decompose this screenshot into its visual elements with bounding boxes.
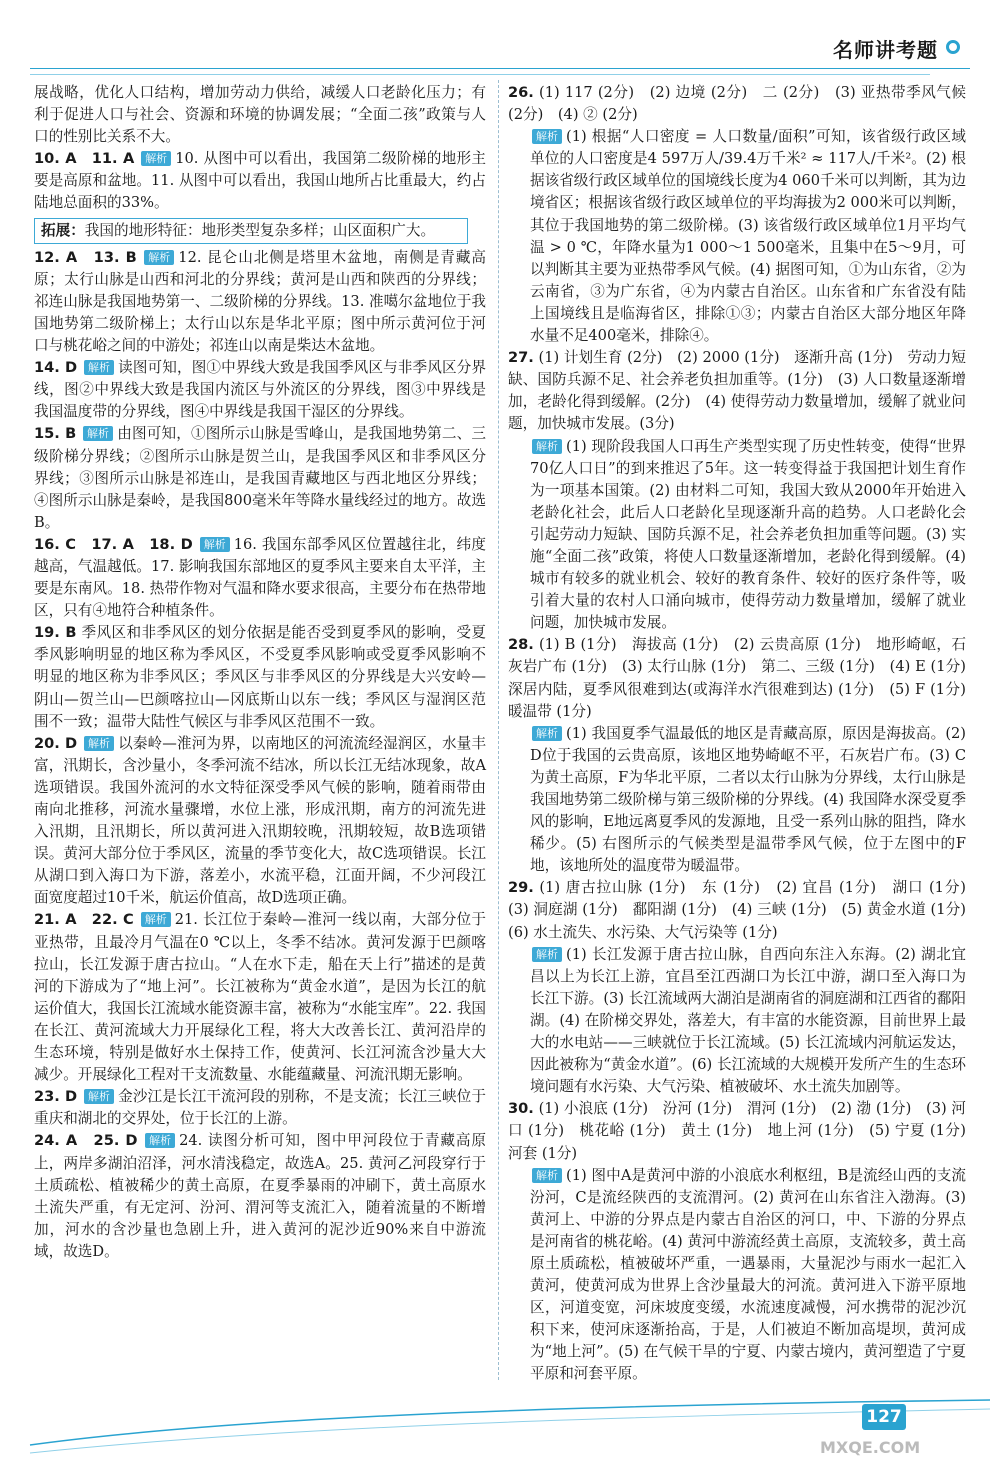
answer-paragraph: [508, 1098, 981, 1164]
answer-paragraph: [34, 148, 486, 214]
answer-paragraph: [508, 347, 966, 435]
answer-paragraph: [508, 634, 981, 722]
question-number: 15. B: [34, 425, 77, 443]
question-number: 28.: [508, 636, 534, 654]
answer-text: 读图可知，图①中界线大致是我国季风区与非季风区分界线，图②中界线大致是我国内流区与外流区的分界线，图③中界线是我国温度带的分界线，图④中界线是我国干湿区的分界线。: [34, 359, 486, 421]
question-number: 19. B: [34, 624, 77, 642]
analysis-tag: 解析: [141, 912, 171, 927]
analysis-tag: 解析: [532, 129, 562, 144]
answer-paragraph: [34, 1130, 486, 1263]
answer-text: (1) 计划生育 (2分) (2) 2000 (1分) 逐渐升高 (1分) 劳动力短缺、国防兵源不足、社会养老负担加重等。(1分) (3) 人口数量逐渐增加，老龄化得到缓解。(2分) (4) 使得劳动力数量增加，缓解了就业问题，加快城市发展。(3分): [508, 349, 967, 433]
analysis-tag: 解析: [141, 151, 171, 166]
answer-paragraph: [508, 1165, 966, 1386]
answer-text: 21. 长江位于秦岭—淮河一线以南，大部分位于亚热带，且最冷月气温在0 ℃以上，冬季不结冰。黄河发源于巴颜喀拉山，长江发源于唐古拉山。“人在水下走，船在天上行”描述的是黄河的下游成为了“地上河”。长江被称为“黄金水道”，是因为长江的航运价值大，我国长江流域水能资源丰富，被称为“水能宝库”。22. 我国在长江、黄河流域大力开展绿化工程，将大大改善长江、黄河沿岸的生态环境，特别是做好水土保持工作，使黄河、长江河流含沙量大大减少。开展绿化工程对干支流数量、水能蕴藏量、河流汛期无影响。: [34, 911, 487, 1084]
analysis-tag: 解析: [84, 360, 114, 375]
footer-wave-decoration: [0, 1395, 1000, 1470]
header-title: 名师讲考题: [833, 38, 938, 62]
answer-text: (1) 现阶段我国人口再生产类型实现了历史性转变，使得“世界70亿人口日”的到来推迟了5年。这一转变得益于我国把计划生育作为一项基本国策。(2) 由材料二可知，我国大致从2000年开始进入老龄化社会，此后人口老龄化呈现逐渐升高的趋势。人口老龄化会引起劳动力短缺、国防兵源不足，社会养老负担加重等问题。(3) 实施“全面二孩”政策，将使人口数量逐渐增加，老龄化得到缓解。(4) 城市有较多的就业机会、较好的教育条件、较好的医疗条件等，吸引着大量的农村人口涌向城市，使得劳动力数量增加，缓解了就业问题，加快城市发展。: [530, 437, 966, 632]
question-number: 16. C 17. A 18. D: [34, 535, 193, 553]
answer-text: 12. 昆仑山北侧是塔里木盆地，南侧是青藏高原；太行山脉是山西和河北的分界线；黄河是山西和陕西的分界线；祁连山脉是我国地势第一、二级阶梯的分界线。13. 准噶尔盆地位于我国地势第二级阶梯上；太行山以东是华北平原；图中所示黄河位于河口与桃花峪之间的中游处；祁连山以南是柴达木盆地。: [34, 248, 486, 355]
answer-text: 季风区和非季风区的划分依据是能否受到夏季风的影响，受夏季风影响明显的地区称为季风区，不受夏季风影响或受夏季风影响不明显的地区称为非季风区；季风区与非季风区的分界线是大兴安岭—阴山—贺兰山—巴颜喀拉山—冈底斯山以东一线；季风区与湿润区范围不一致；温带大陆性气候区与非季风区范围不一致。: [34, 624, 486, 730]
question-number: 29.: [508, 879, 534, 897]
question-number: 24. A 25. D: [34, 1132, 138, 1150]
question-number: 10. A 11. A: [34, 150, 135, 168]
answer-text: (1) 根据“人口密度 = 人口数量/面积”可知，该省级行政区域单位的人口密度是4 597万人/39.4万千米² ≈ 117人/千米²。(2) 根据该省级行政区域单位的国境线长度为4 060千米可以判断，其为边境省区；根据该省级行政区域单位的平均海拔为2 000米可以判断，其位于我国地势的第二级阶梯。(3) 该省级行政区域单位1月平均气温 > 0 ℃，年降水量为1 000～1 500毫米，且集中在5～9月，可以判断其主要为亚热带季风气候。(4) 据图可知，①为山东省，②为云南省，③为广东省，④为内蒙古自治区。山东省和广东省没有陆上国境线且是临海省区，排除①③；内蒙古自治区大部分地区年降水量不足400毫米，排除④。: [530, 128, 966, 345]
answer-text: 以秦岭—淮河为界，以南地区的河流流经湿润区，水量丰富，汛期长，含沙量小，冬季河流不结冰，所以长江无结冰现象，故A选项错误。我国外流河的水文特征深受季风气候的影响，随着雨带由南向北推移，河流水量骤增，水位上涨，形成汛期，南方的河流先进入汛期，且汛期长，所以黄河进入汛期较晚，汛期较短，故B选项错误。黄河大部分位于季风区，流量的季节变化大，故C选项错误。长江从湖口到入海口为下游，落差小，水流平稳，江面开阔，不少河段江面宽度超过10千米，航运价值高，故D选项正确。: [34, 734, 486, 907]
answer-text: 展战略，优化人口结构，增加劳动力供给，减缓人口老龄化压力；有利于促进人口与社会、资源和环境的协调发展；“全面二孩”政策与人口的性别比关系不大。: [34, 84, 486, 146]
answer-text: 24. 读图分析可知，图中甲河段位于青藏高原上，两岸多湖泊沼泽，河水清浅稳定，故选A。25. 黄河乙河段穿行于土质疏松、植被稀少的黄土高原，在夏季暴雨的冲刷下，黄土高原水土流失严重，有无定河、汾河、渭河等支流汇入，随着流量的不断增加，河水的含沙量也急剧上升，进入黄河的泥沙近90%来自中游流域，故选D。: [34, 1132, 487, 1260]
analysis-tag: 解析: [145, 1133, 175, 1148]
answer-text: 金沙江是长江干流河段的别称，不是支流；长江三峡位于重庆和湖北的交界处，位于长江的上游。: [34, 1088, 486, 1128]
answer-paragraph: [508, 877, 981, 943]
header-rule-thin: [30, 74, 930, 75]
answer-paragraph: [34, 622, 486, 732]
page-number: 127: [862, 1404, 906, 1430]
question-number: 21. A 22. C: [34, 911, 134, 929]
analysis-tag: 解析: [84, 1089, 114, 1104]
answer-paragraph: [34, 82, 486, 148]
analysis-tag: 解析: [532, 1168, 562, 1183]
analysis-tag: 解析: [532, 726, 562, 741]
analysis-tag: 解析: [200, 537, 230, 552]
answer-paragraph: [34, 357, 486, 423]
header-rule: [30, 68, 970, 69]
answer-paragraph: [34, 733, 486, 910]
column-divider: [498, 80, 499, 1380]
analysis-tag: 解析: [144, 250, 174, 265]
answer-paragraph: [34, 534, 486, 622]
answer-paragraph: [508, 126, 966, 347]
answer-text: (1) 图中A是黄河中游的小浪底水利枢纽，B是流经山西的支流汾河，C是流经陕西的支流渭河。(2) 黄河在山东省注入渤海。(3) 黄河上、中游的分界点是内蒙古自治区的河口，中、下游的分界点是河南省的桃花峪。(4) 黄河中游流经黄土高原，支流较多，黄土高原土质疏松，植被破坏严重，一遇暴雨，大量泥沙与雨水一起汇入黄河，使黄河成为世界上含沙量最大的河流。黄河进入下游平原地区，河道变宽，河床坡度变缓，水流速度减慢，河水携带的泥沙沉积下来，使河床逐渐抬高，于是，人们被迫不断加高堤坝，黄河成为“地上河”。(5) 在气候干旱的宁夏、内蒙古境内，黄河塑造了宁夏平原和河套平原。: [530, 1166, 966, 1383]
extension-callout: [34, 218, 468, 244]
answer-text: (1) B (1分) 海拔高 (1分) (2) 云贵高原 (1分) 地形崎岖，石灰岩广布 (1分) (3) 太行山脉 (1分) 第二、三级 (1分) (4) E (1分) 深居内陆，夏季风很难到达(或海洋水汽很难到达) (1分) (5) F (1分) 暖温带 (1分): [508, 636, 981, 720]
answer-paragraph: [508, 723, 966, 878]
analysis-tag: 解析: [83, 426, 113, 441]
analysis-tag: 解析: [84, 736, 114, 751]
question-number: 14. D: [34, 359, 78, 377]
answer-text: 由图可知，①图所示山脉是雪峰山，是我国地势第二、三级阶梯分界线；②图所示山脉是贺兰山，是我国季风区和非季风区分界线；③图所示山脉是祁连山，是我国青藏地区与西北地区分界线；④图所示山脉是秦岭，是我国800毫米年等降水量线经过的地方。故选B。: [34, 425, 487, 531]
answer-paragraph: [508, 944, 966, 1099]
question-number: 27.: [508, 349, 534, 367]
answer-paragraph: [34, 1086, 486, 1130]
header-circle-icon: [946, 40, 960, 54]
question-number: 12. A 13. B: [34, 248, 137, 266]
right-column: [508, 82, 981, 1386]
answer-text: 16. 我国东部季风区位置越往北，纬度越高，气温越低。17. 影响我国东部地区的夏季风主要来自太平洋，主要是东南风。18. 热带作物对气温和降水要求很高，主要分布在热带地区，只有④地符合种植条件。: [34, 535, 487, 620]
left-column: [34, 82, 486, 1263]
answer-text: (1) 我国夏季气温最低的地区是青藏高原，原因是海拔高。(2) D位于我国的云贵高原，该地区地势崎岖不平，石灰岩广布。(3) C为黄土高原，F为华北平原，二者以太行山脉为分界线，太行山脉是我国地势第二级阶梯与第三级阶梯的分界线。(4) 我国降水深受夏季风的影响，E地远离夏季风的发源地，且受一系列山脉的阻挡，降水稀少。(5) 右图所示的气候类型是温带季风气候，位于左图中的F地，该地所处的温度带为暖温带。: [530, 724, 966, 875]
answer-paragraph: [34, 247, 486, 357]
watermark: MXQE.COM: [820, 1438, 921, 1457]
answer-paragraph: [34, 423, 486, 533]
answer-text: (1) 唐古拉山脉 (1分) 东 (1分) (2) 宜昌 (1分) 湖口 (1分) (3) 洞庭湖 (1分) 鄱阳湖 (1分) (4) 三峡 (1分) (5) 黄金水道 (1分) (6) 水土流失、水污染、大气污染等 (1分): [508, 879, 981, 941]
question-number: 23. D: [34, 1088, 78, 1106]
analysis-tag: 解析: [532, 439, 562, 454]
answer-text: (1) 117 (2分) (2) 边境 (2分) 二 (2分) (3) 亚热带季风气候 (2分) (4) ② (2分): [508, 84, 966, 124]
answer-paragraph: [508, 436, 966, 635]
answer-paragraph: [34, 909, 486, 1086]
callout-label: 拓展：: [41, 221, 85, 239]
answer-text: (1) 长江发源于唐古拉山脉，自西向东注入东海。(2) 湖北宜昌以上为长江上游，宜昌至江西湖口为长江中游，湖口至入海口为长江下游。(3) 长江流域两大湖泊是湖南省的洞庭湖和江西省的鄱阳湖。(4) 在阶梯交界处，落差大，有丰富的水能资源，目前世界上最大的水电站——三峡就位于长江流域。(5) 长江流域内河航运发达，因此被称为“黄金水道”。(6) 长江流域的大规模开发所产生的生态环境问题有水污染、大气污染、植被破坏、水土流失加剧等。: [530, 945, 966, 1096]
question-number: 30.: [508, 1100, 534, 1118]
analysis-tag: 解析: [532, 947, 562, 962]
callout-text: 我国的地形特征：地形类型复杂多样；山区面积广大。: [84, 221, 436, 239]
question-number: 20. D: [34, 734, 78, 752]
question-number: 26.: [508, 84, 534, 101]
answer-text: 10. 从图中可以看出，我国第二级阶梯的地形主要是高原和盆地。11. 从图中可以看出，我国山地所占比重最大，约占陆地总面积的33%。: [34, 150, 486, 212]
answer-text: (1) 小浪底 (1分) 汾河 (1分) 渭河 (1分) (2) 渤 (1分) (3) 河口 (1分) 桃花峪 (1分) 黄土 (1分) 地上河 (1分) (5) 宁夏 (1分) 河套 (1分): [508, 1100, 981, 1162]
answer-paragraph: [508, 82, 966, 126]
